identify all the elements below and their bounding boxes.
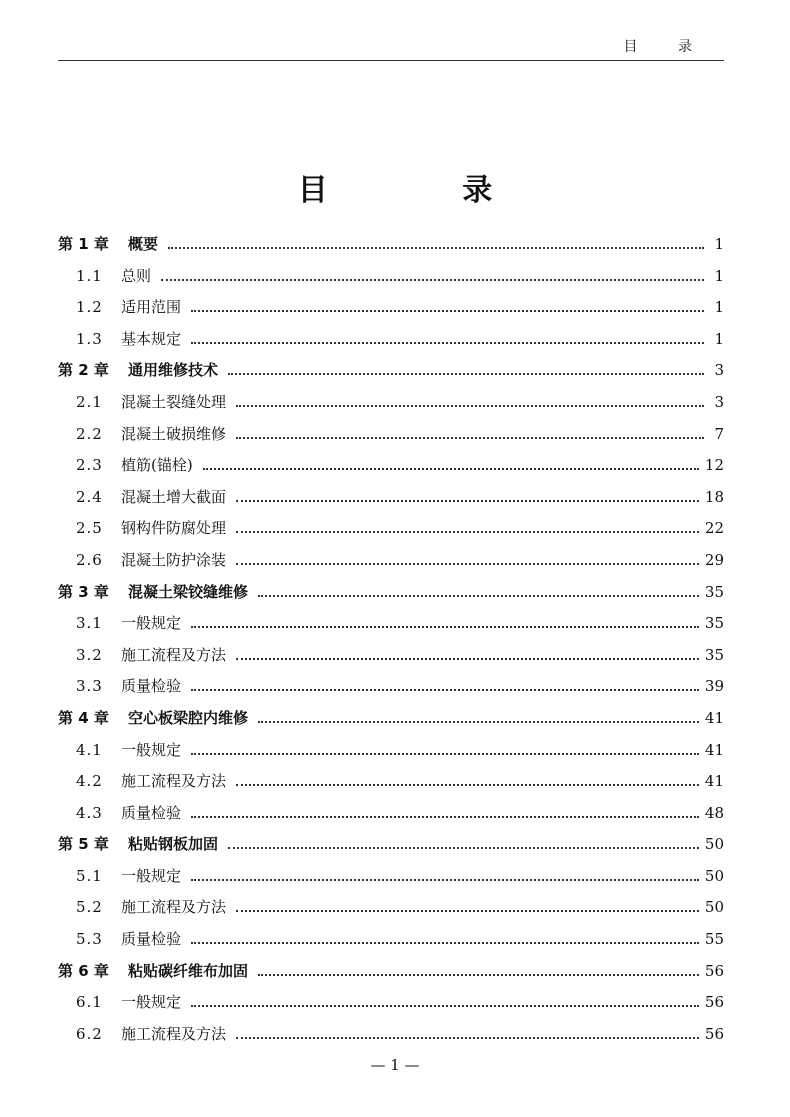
toc-chapter-entry[interactable] — [58, 233, 724, 265]
toc-entry-page: 35 — [704, 582, 724, 601]
toc-entry-page: 29 — [704, 550, 724, 569]
toc-entry-number: 3.3 — [76, 677, 103, 696]
toc-entry-number: 5.1 — [76, 866, 103, 885]
toc-entry-page: 1 — [714, 329, 724, 348]
toc-entry-page: 35 — [704, 645, 724, 664]
toc-entry-title: 一般规定 — [121, 866, 182, 885]
toc-entry-number: 2.2 — [76, 424, 103, 443]
toc-entry-number: 4.2 — [76, 772, 103, 791]
toc-dot-leader — [258, 720, 699, 723]
toc-section-entry[interactable] — [58, 265, 724, 297]
toc-chapter-entry[interactable] — [58, 707, 724, 739]
toc-entry-title: 混凝土增大截面 — [121, 487, 227, 506]
toc-entry-page: 39 — [704, 677, 724, 696]
toc-entry-number: 1.3 — [76, 329, 103, 348]
toc-section-entry[interactable] — [58, 675, 724, 707]
toc-entry-number: 3.1 — [76, 614, 103, 633]
running-header — [58, 32, 724, 61]
toc-entry-page: 50 — [704, 866, 724, 885]
toc-dot-leader — [191, 625, 699, 628]
toc-section-entry[interactable] — [58, 928, 724, 960]
toc-entry-number: 第 3 章 — [58, 582, 109, 601]
toc-entry-number: 第 4 章 — [58, 708, 109, 727]
toc-entry-title: 总则 — [121, 266, 152, 285]
toc-section-entry[interactable] — [58, 802, 724, 834]
toc-dot-leader — [258, 973, 699, 976]
toc-entry-title: 混凝土裂缝处理 — [121, 392, 227, 411]
toc-section-entry[interactable] — [58, 423, 724, 455]
toc-entry-title: 质量检验 — [121, 677, 182, 696]
toc-entry-title: 植筋(锚栓) — [121, 456, 193, 475]
toc-entry-page: 48 — [704, 803, 724, 822]
toc-entry-page: 1 — [714, 298, 724, 317]
toc-entry-title: 通用维修技术 — [128, 361, 219, 380]
page-title: 目 录 — [297, 173, 555, 208]
toc-entry-number: 4.1 — [76, 740, 103, 759]
toc-dot-leader — [236, 783, 699, 786]
toc-entry-page: 56 — [704, 961, 724, 980]
toc-entry-title: 空心板梁腔内维修 — [128, 708, 249, 727]
toc-section-entry[interactable] — [58, 486, 724, 518]
toc-section-entry[interactable] — [58, 549, 724, 581]
toc-entry-page: 3 — [714, 392, 724, 411]
toc-entry-page: 56 — [704, 993, 724, 1012]
toc-entry-title: 适用范围 — [121, 298, 182, 317]
toc-section-entry[interactable] — [58, 391, 724, 423]
toc-entry-title: 质量检验 — [121, 803, 182, 822]
toc-dot-leader — [191, 878, 699, 881]
toc-entry-page: 50 — [704, 835, 724, 854]
toc-entry-title: 施工流程及方法 — [121, 898, 227, 917]
toc-entry-number: 6.1 — [76, 993, 103, 1012]
toc-entry-page: 41 — [704, 740, 724, 759]
toc-entry-page: 1 — [714, 266, 724, 285]
toc-section-entry[interactable] — [58, 1023, 724, 1055]
toc-section-entry[interactable] — [58, 739, 724, 771]
toc-entry-page: 18 — [704, 487, 724, 506]
toc-chapter-entry[interactable] — [58, 581, 724, 613]
toc-chapter-entry[interactable] — [58, 359, 724, 391]
toc-entry-title: 施工流程及方法 — [121, 1024, 227, 1043]
toc-entry-page: 50 — [704, 898, 724, 917]
toc-entry-number: 1.1 — [76, 266, 103, 285]
toc-dot-leader — [236, 657, 699, 660]
toc-entry-number: 第 6 章 — [58, 961, 109, 980]
toc-chapter-entry[interactable] — [58, 960, 724, 992]
toc-entry-page: 1 — [714, 235, 724, 253]
toc-section-entry[interactable] — [58, 896, 724, 928]
toc-entry-page: 56 — [704, 1024, 724, 1043]
toc-entry-number: 5.3 — [76, 930, 103, 949]
toc-dot-leader — [236, 909, 699, 912]
toc-dot-leader — [191, 309, 704, 312]
toc-entry-title: 一般规定 — [121, 614, 182, 633]
page-number: — 1 — — [370, 1056, 420, 1074]
toc-dot-leader — [236, 1036, 699, 1039]
toc-entry-number: 2.3 — [76, 456, 103, 475]
toc-section-entry[interactable] — [58, 865, 724, 897]
toc-entry-title: 一般规定 — [121, 740, 182, 759]
toc-section-entry[interactable] — [58, 517, 724, 549]
toc-section-entry[interactable] — [58, 612, 724, 644]
toc-dot-leader — [228, 372, 704, 375]
toc-entry-title: 混凝土防护涂装 — [121, 550, 227, 569]
toc-entry-page: 3 — [714, 361, 724, 380]
toc-entry-title: 混凝土梁铰缝维修 — [128, 582, 249, 601]
toc-entry-number: 第 2 章 — [58, 361, 109, 380]
toc-dot-leader — [236, 499, 699, 502]
toc-dot-leader — [161, 278, 704, 281]
toc-entry-number: 1.2 — [76, 298, 103, 317]
toc-dot-leader — [236, 436, 704, 439]
toc-entry-title: 钢构件防腐处理 — [121, 519, 227, 538]
toc-entry-title: 概要 — [128, 235, 159, 253]
toc-section-entry[interactable] — [58, 991, 724, 1023]
toc-entry-title: 施工流程及方法 — [121, 772, 227, 791]
toc-dot-leader — [258, 594, 699, 597]
toc-entry-title: 施工流程及方法 — [121, 645, 227, 664]
running-header-title: 目 录 — [623, 39, 710, 55]
toc-entry-title: 一般规定 — [121, 993, 182, 1012]
toc-entry-page: 41 — [704, 772, 724, 791]
toc-entry-number: 2.5 — [76, 519, 103, 538]
toc-section-entry[interactable] — [58, 770, 724, 802]
toc-entry-page: 7 — [714, 424, 724, 443]
toc-entry-number: 3.2 — [76, 645, 103, 664]
toc-entry-number: 2.6 — [76, 550, 103, 569]
toc-dot-leader — [203, 467, 699, 470]
toc-section-entry[interactable] — [58, 296, 724, 328]
toc-section-entry[interactable] — [58, 644, 724, 676]
toc-chapter-entry[interactable] — [58, 833, 724, 865]
toc-entry-page: 55 — [704, 930, 724, 949]
toc-entry-title: 混凝土破损维修 — [121, 424, 227, 443]
toc-entry-number: 4.3 — [76, 803, 103, 822]
toc-entry-title: 基本规定 — [121, 329, 182, 348]
toc-entry-number: 第 5 章 — [58, 835, 109, 854]
toc-entry-page: 12 — [704, 456, 724, 475]
toc-entry-page: 22 — [704, 519, 724, 538]
toc-dot-leader — [168, 246, 704, 249]
toc-entry-title: 粘贴钢板加固 — [128, 835, 219, 854]
toc-section-entry[interactable] — [58, 454, 724, 486]
toc-section-entry[interactable] — [58, 328, 724, 360]
toc-dot-leader — [191, 752, 699, 755]
table-of-contents — [58, 233, 724, 1054]
toc-entry-page: 35 — [704, 614, 724, 633]
toc-dot-leader — [191, 1004, 699, 1007]
toc-dot-leader — [191, 815, 699, 818]
toc-entry-title: 质量检验 — [121, 930, 182, 949]
toc-dot-leader — [236, 404, 704, 407]
toc-entry-number: 5.2 — [76, 898, 103, 917]
toc-dot-leader — [236, 530, 699, 533]
toc-entry-number: 2.1 — [76, 392, 103, 411]
toc-dot-leader — [228, 846, 699, 849]
toc-entry-title: 粘贴碳纤维布加固 — [128, 961, 249, 980]
toc-entry-number: 第 1 章 — [58, 235, 109, 253]
toc-dot-leader — [236, 562, 699, 565]
toc-dot-leader — [191, 341, 704, 344]
toc-entry-page: 41 — [704, 708, 724, 727]
toc-entry-number: 6.2 — [76, 1024, 103, 1043]
toc-dot-leader — [191, 941, 699, 944]
toc-dot-leader — [191, 688, 699, 691]
toc-entry-number: 2.4 — [76, 487, 103, 506]
